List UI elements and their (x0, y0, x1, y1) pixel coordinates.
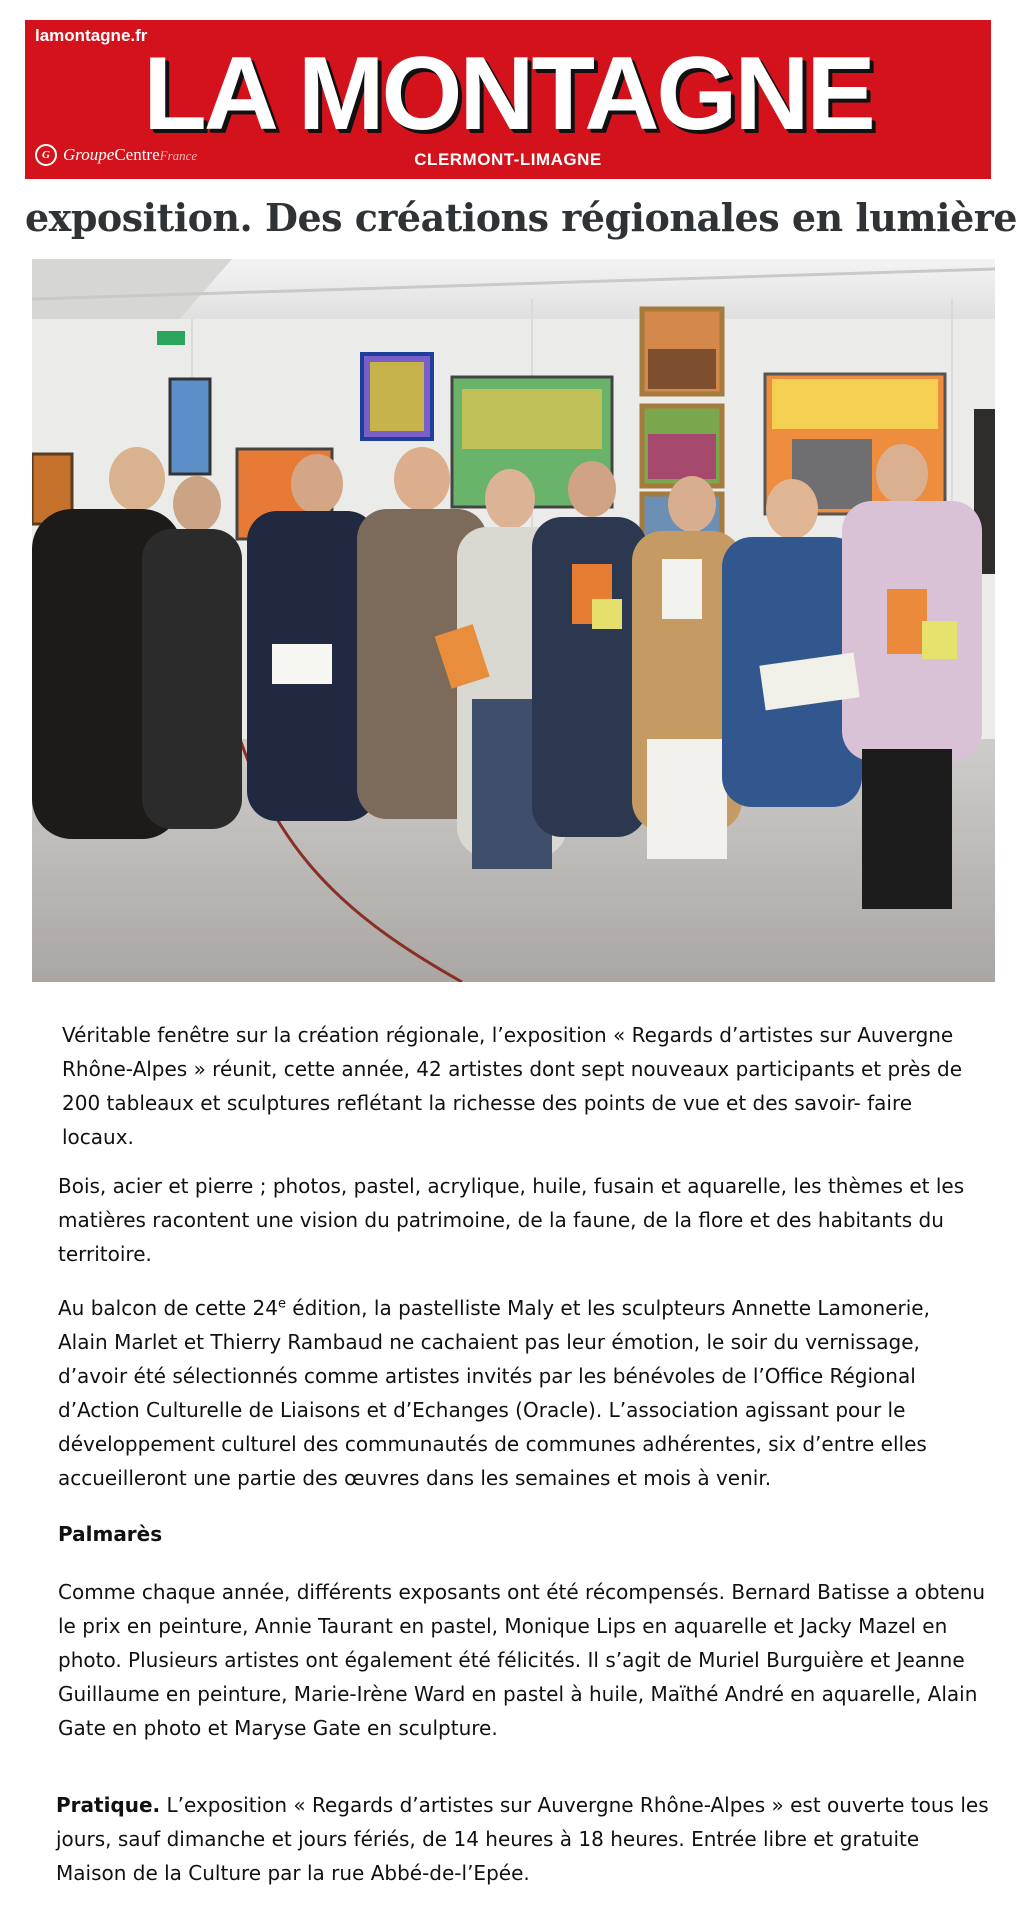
article-practical-info (56, 1788, 991, 1890)
article-paragraph-2: Bois, acier et pierre ; photos, pastel, acrylique, huile, fusain et aquarelle, les thèmes et les matières racontent une vision du patrimoine, de la faune, de la flore et des habitants du territoire. (58, 1174, 965, 1266)
group-logo-word-2: Centre (114, 145, 160, 164)
edition-ordinal-suffix: e (277, 1296, 286, 1312)
newspaper-title: LA MONTAGNE (143, 36, 873, 152)
practical-label: Pratique. (56, 1793, 161, 1817)
practical-text: L’exposition « Regards d’artistes sur Auvergne Rhône-Alpes » est ouverte tous les jours, sauf dimanche et jours fériés, de 14 heures à 18 heures. Entrée libre et gratuite Maison de la Culture par la rue Abbé-de-l’Epée. (56, 1793, 989, 1885)
group-logo-word-1: Groupe (63, 145, 115, 164)
group-logo-icon: G (35, 144, 57, 166)
paragraph-3-rest: édition, la pastelliste Maly et les sculpteurs Annette Lamonerie, Alain Marlet et Thierry Rambaud ne cachaient pas leur émotion, le soir du vernissage, d’avoir été sélectionnés comme artistes invités par les bénévoles de l’Office Régional d’Action Culturelle de Liaisons et d’Echanges (Oracle). L’association agissant pour le développement culturel des communautés de communes adhérentes, six d’entre elles accueilleront une partie des œuvres dans les semaines et mois à venir. (58, 1296, 930, 1490)
edition-name: CLERMONT-LIMAGNE (414, 150, 602, 169)
exhibition-group-photo (32, 259, 995, 982)
group-logo-word-3: France (159, 148, 198, 163)
article-headline: exposition. Des créations régionales en lumière (25, 195, 1017, 240)
paragraph-3-start: Au balcon de cette 24 (58, 1296, 278, 1320)
article-photo (32, 259, 995, 982)
article-palmares-paragraph: Comme chaque année, différents exposants ont été récompensés. Bernard Batisse a obtenu le prix en peinture, Annie Taurant en pastel, Monique Lips en aquarelle et Jacky Mazel en photo. Plusieurs artistes ont également été félicités. Il s’agit de Muriel Burguière et Jeanne Guillaume en peinture, Marie-Irène Ward en pastel à huile, Maïthé André en aquarelle, Alain Gate en photo et Maryse Gate en sculpture. (58, 1580, 986, 1740)
article-paragraph-3 (58, 1291, 983, 1495)
newspaper-masthead (25, 20, 991, 179)
section-subhead-palmares: Palmarès (58, 1522, 163, 1546)
article-intro: Véritable fenêtre sur la création régionale, l’exposition « Regards d’artistes sur Auvergne Rhône-Alpes » réunit, cette année, 42 artistes dont sept nouveaux participants et près de 200 tableaux et sculptures reflétant la richesse des points de vue et des savoir- faire locaux. (62, 1023, 963, 1149)
site-url: lamontagne.fr (35, 26, 148, 45)
